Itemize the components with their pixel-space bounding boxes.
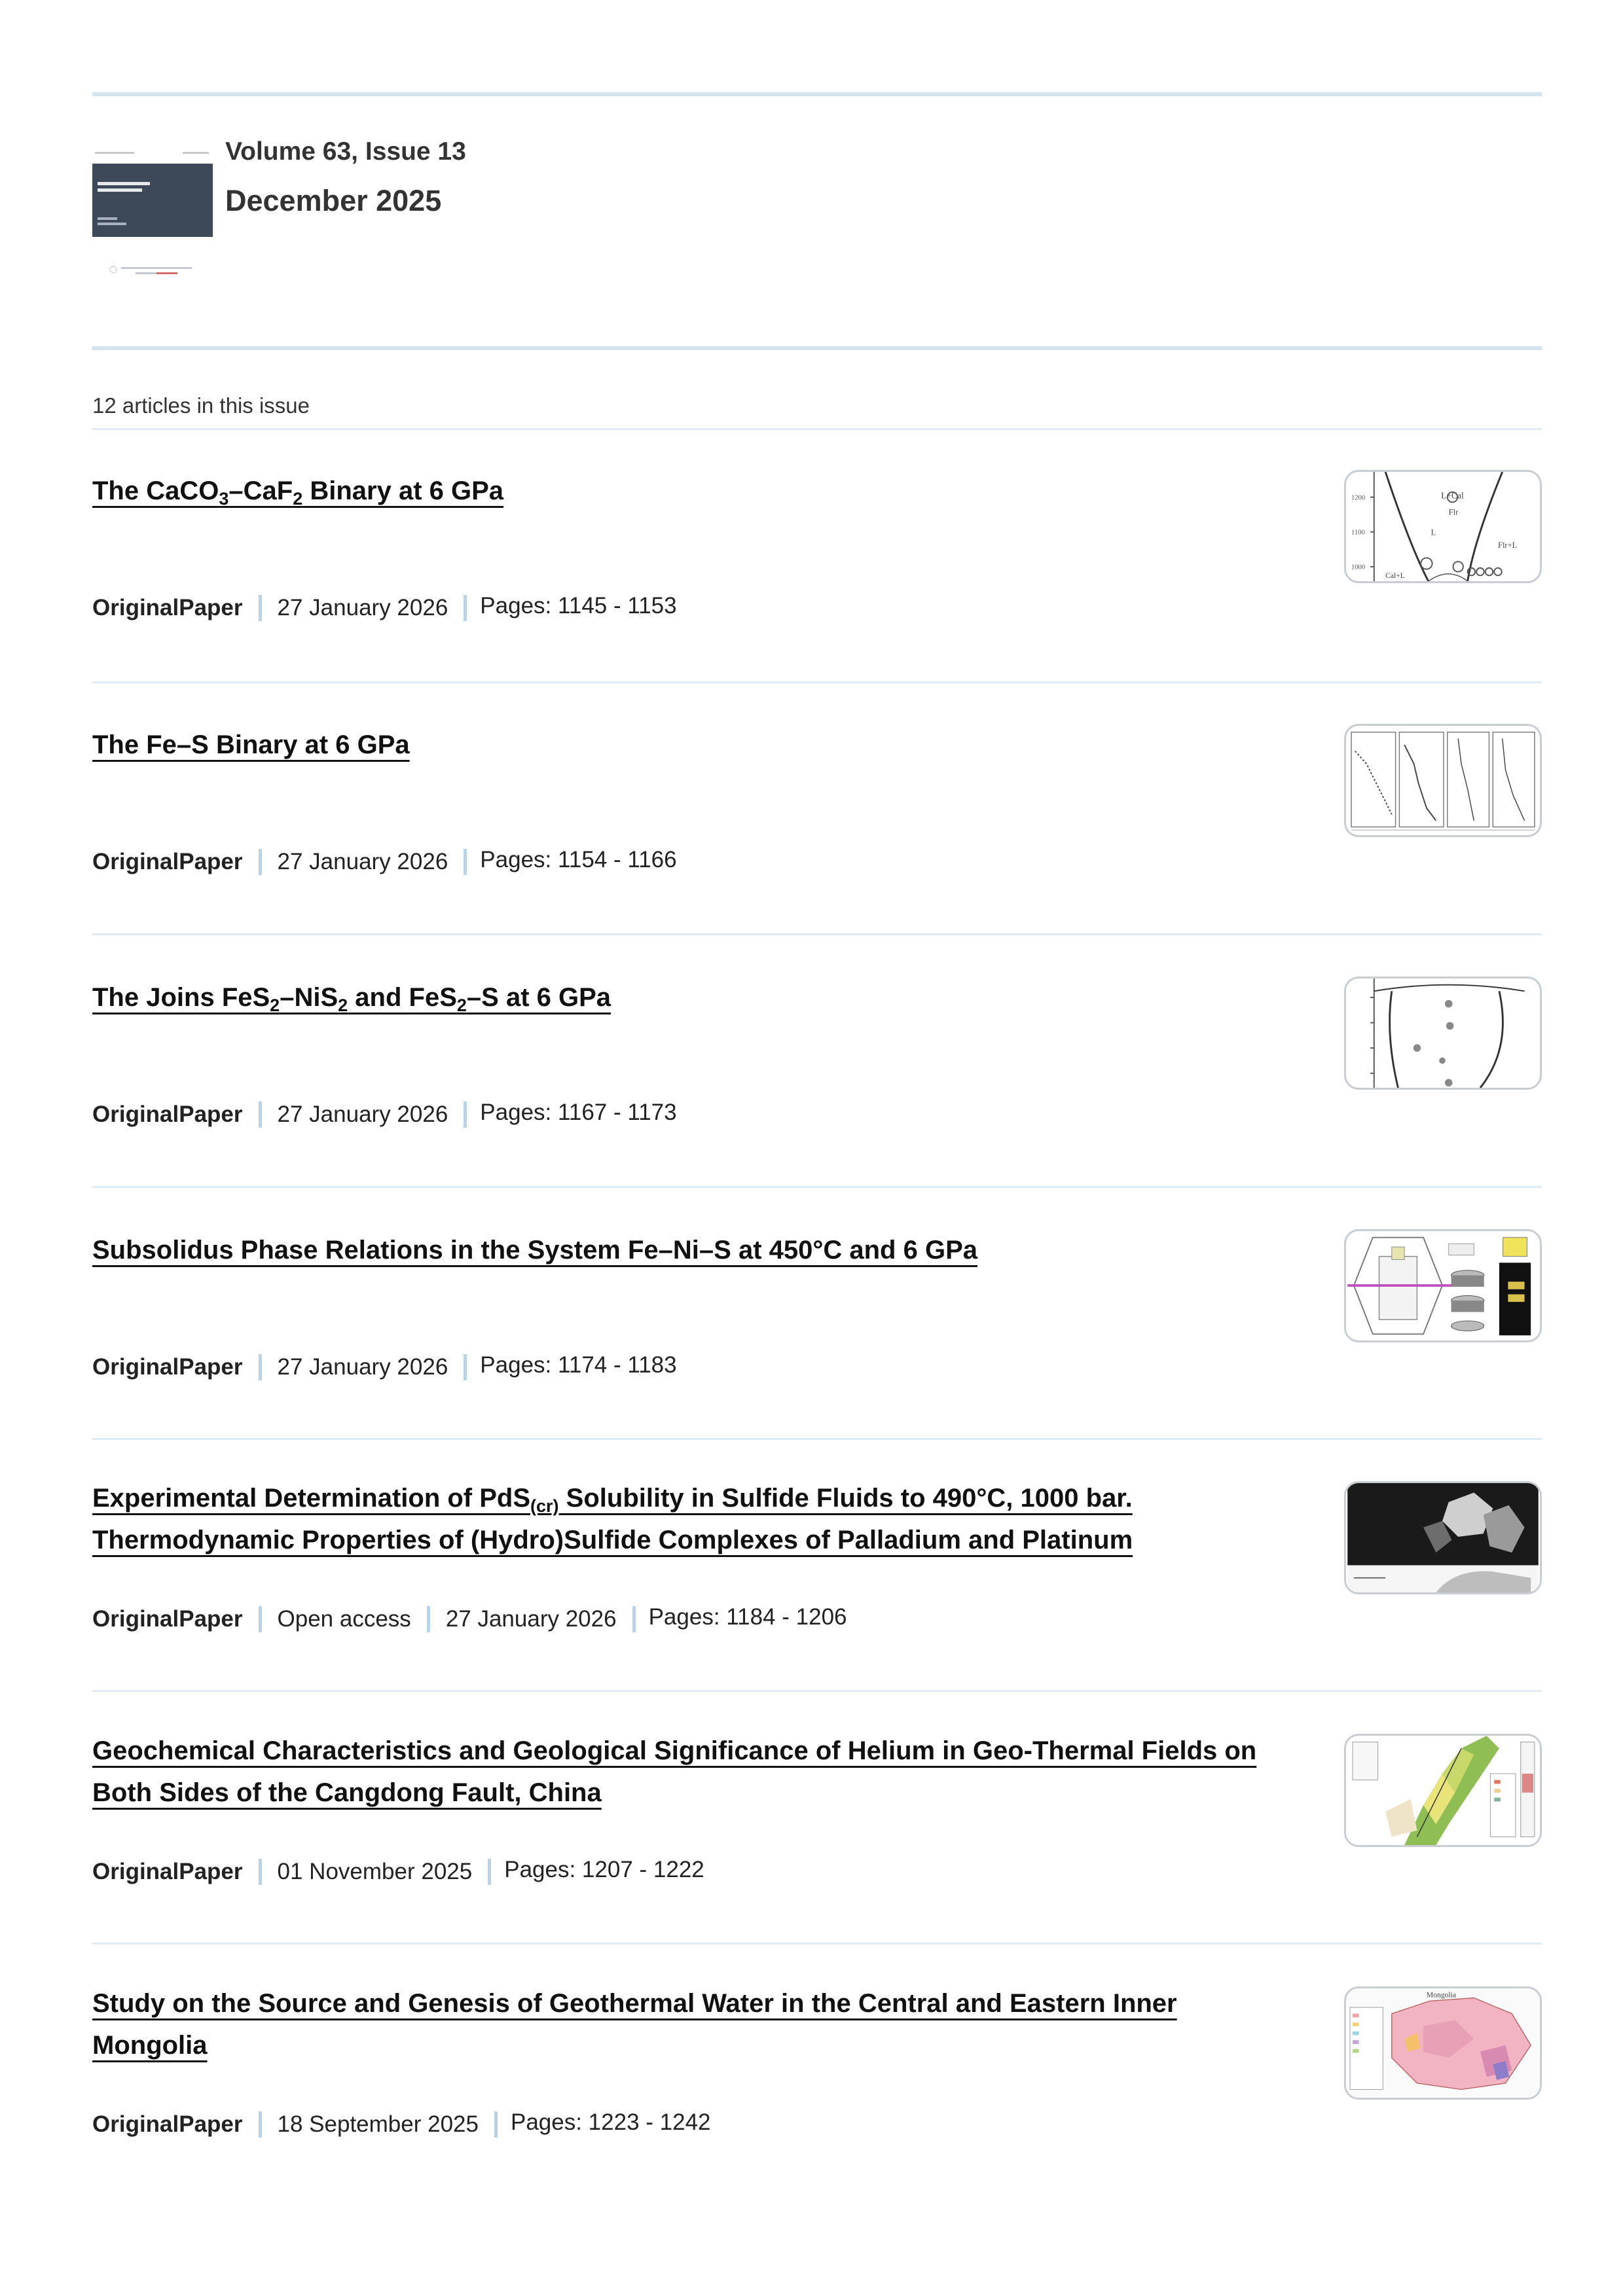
article-meta bbox=[92, 1859, 704, 1885]
article-title-link[interactable]: Study on the Source and Genesis of Geothermal Water in the Central and Eastern Inner Mongolia bbox=[92, 1989, 1177, 2060]
article-title-link[interactable]: The CaCO$_3$–CaF$_2$ Binary at 6 GPa bbox=[92, 476, 504, 509]
article-pages: Pages: 1167 - 1173 bbox=[480, 1100, 677, 1125]
article-type: OriginalPaper bbox=[92, 1859, 243, 1884]
meta-divider bbox=[464, 849, 467, 875]
article-divider bbox=[92, 681, 1542, 683]
article-item bbox=[92, 1982, 1542, 2179]
article-type: OriginalPaper bbox=[92, 1354, 243, 1380]
article-title-link[interactable]: The Fe–S Binary at 6 GPa bbox=[92, 730, 410, 759]
article-item bbox=[92, 470, 1542, 666]
tick-label: 1000 bbox=[1351, 564, 1366, 571]
article-meta bbox=[92, 2111, 711, 2138]
article-meta bbox=[92, 1102, 677, 1128]
article-type: OriginalPaper bbox=[92, 1606, 243, 1632]
phase-label: L bbox=[1431, 528, 1436, 537]
map-label: Mongolia bbox=[1426, 1990, 1456, 2000]
article-date: 27 January 2026 bbox=[277, 1354, 448, 1380]
article-count: 12 articles in this issue bbox=[92, 393, 310, 418]
header-top-rule bbox=[92, 92, 1542, 96]
journal-cover-icon[interactable] bbox=[92, 148, 213, 291]
article-pages: Pages: 1145 - 1153 bbox=[480, 593, 677, 619]
meta-divider bbox=[632, 1606, 636, 1632]
sem-image-icon[interactable] bbox=[1344, 1481, 1542, 1594]
article-pages: Pages: 1207 - 1222 bbox=[504, 1857, 704, 1882]
article-item bbox=[92, 724, 1542, 920]
article-meta bbox=[92, 1606, 847, 1632]
article-item bbox=[92, 1477, 1542, 1674]
phase-label: Cal+L bbox=[1385, 571, 1405, 581]
tick-label: 1200 bbox=[1351, 494, 1366, 502]
meta-divider bbox=[494, 2111, 498, 2138]
meta-divider bbox=[464, 595, 467, 621]
geologic-map-icon[interactable] bbox=[1344, 1986, 1542, 2100]
article-meta bbox=[92, 595, 677, 621]
header-bottom-rule bbox=[92, 346, 1542, 350]
article-meta bbox=[92, 1354, 677, 1380]
meta-divider bbox=[464, 1354, 467, 1380]
article-type: OriginalPaper bbox=[92, 1102, 243, 1127]
meta-divider bbox=[488, 1859, 491, 1885]
article-date: 01 November 2025 bbox=[277, 1859, 473, 1884]
phase-label: Flr bbox=[1448, 507, 1459, 517]
article-date: 27 January 2026 bbox=[277, 849, 448, 874]
open-access-label: Open access bbox=[277, 1606, 411, 1632]
phase-diagram-icon[interactable] bbox=[1344, 977, 1542, 1090]
article-title-link[interactable]: Experimental Determination of PdS$_{(cr)}$ Solubility in Sulfide Fluids to 490°C, 1000 bar. Thermodynamic Properties of (Hydro)Sulfide Complexes of Palladium and Platinum bbox=[92, 1484, 1133, 1554]
issue-volume: Volume 63, Issue 13 bbox=[225, 137, 466, 166]
meta-divider bbox=[427, 1606, 430, 1632]
article-divider bbox=[92, 933, 1542, 935]
article-date: 27 January 2026 bbox=[277, 595, 448, 620]
multi-panel-plot-icon[interactable] bbox=[1344, 724, 1542, 837]
meta-divider bbox=[259, 2111, 262, 2138]
article-date: 27 January 2026 bbox=[445, 1606, 617, 1632]
article-meta bbox=[92, 849, 677, 875]
article-date: 18 September 2025 bbox=[277, 2111, 479, 2137]
article-type: OriginalPaper bbox=[92, 2111, 243, 2137]
meta-divider bbox=[259, 595, 262, 621]
geologic-map-icon[interactable] bbox=[1344, 1734, 1542, 1847]
list-top-rule bbox=[92, 428, 1542, 430]
issue-date: December 2025 bbox=[225, 184, 442, 217]
article-divider bbox=[92, 1186, 1542, 1188]
article-type: OriginalPaper bbox=[92, 849, 243, 874]
meta-divider bbox=[464, 1102, 467, 1128]
article-item bbox=[92, 1730, 1542, 1926]
article-pages: Pages: 1184 - 1206 bbox=[648, 1604, 847, 1630]
article-pages: Pages: 1174 - 1183 bbox=[480, 1352, 677, 1378]
article-item bbox=[92, 1229, 1542, 1426]
article-divider bbox=[92, 1690, 1542, 1692]
apparatus-schematic-icon[interactable] bbox=[1344, 1229, 1542, 1342]
article-title-link[interactable]: The Joins FeS$_2$–NiS$_2$ and FeS$_2$–S at 6 GPa bbox=[92, 983, 611, 1016]
article-type: OriginalPaper bbox=[92, 595, 243, 620]
article-divider bbox=[92, 1943, 1542, 1945]
phase-label: L+Cal bbox=[1441, 490, 1464, 501]
article-date: 27 January 2026 bbox=[277, 1102, 448, 1127]
meta-divider bbox=[259, 1859, 262, 1885]
article-title-link[interactable]: Geochemical Characteristics and Geological Significance of Helium in Geo-Thermal Fields on Both Sides of the Cangdong Fault, China bbox=[92, 1736, 1257, 1807]
meta-divider bbox=[259, 1354, 262, 1380]
phase-diagram-icon[interactable] bbox=[1344, 470, 1542, 583]
article-pages: Pages: 1223 - 1242 bbox=[510, 2109, 711, 2135]
article-title-link[interactable]: Subsolidus Phase Relations in the System Fe–Ni–S at 450°C and 6 GPa bbox=[92, 1236, 977, 1265]
tick-label: 1100 bbox=[1351, 529, 1365, 537]
phase-label: Flr+L bbox=[1497, 540, 1518, 550]
meta-divider bbox=[259, 1102, 262, 1128]
article-pages: Pages: 1154 - 1166 bbox=[480, 847, 677, 872]
article-divider bbox=[92, 1438, 1542, 1440]
meta-divider bbox=[259, 849, 262, 875]
meta-divider bbox=[259, 1606, 262, 1632]
article-item bbox=[92, 977, 1542, 1173]
